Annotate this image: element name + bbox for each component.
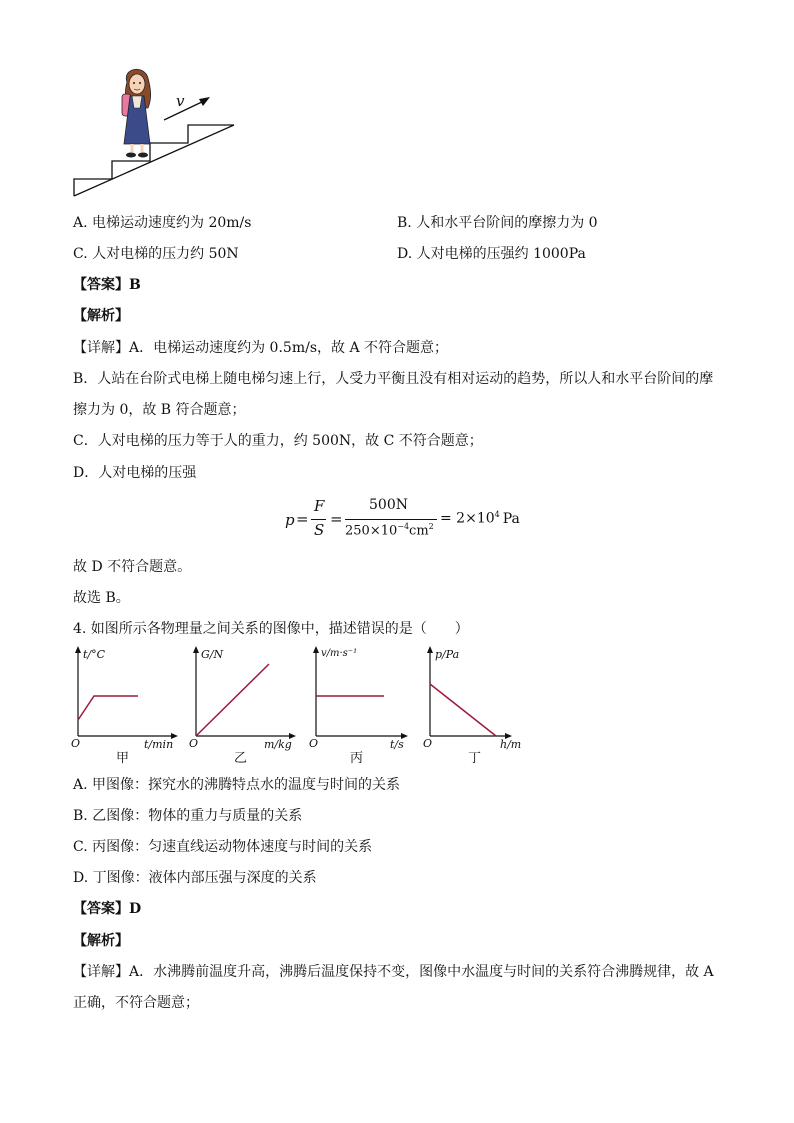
graph-jia bbox=[66, 646, 184, 766]
result-unit: Pa bbox=[502, 510, 520, 527]
q3-detail-b1: B．人站在台阶式电梯上随电梯匀速上行，人受力平衡且没有相对运动的趋势，所以人和水平台阶间的摩 bbox=[73, 371, 714, 387]
q3-option-c: C. 人对电梯的压力约 50N bbox=[73, 246, 239, 262]
fraction-bar-2 bbox=[345, 519, 437, 520]
q4-option-b: B. 乙图像：物体的重力与质量的关系 bbox=[73, 808, 303, 824]
formula-F: F bbox=[314, 497, 325, 515]
graph-yi-xlabel: m/kg bbox=[264, 738, 292, 751]
formula-p: p bbox=[285, 511, 295, 529]
q3-analysis-tag: 【解析】 bbox=[73, 308, 129, 324]
graph-bing-ylabel: v/m·s⁻¹ bbox=[321, 648, 358, 659]
person-illustration bbox=[122, 69, 151, 157]
formula-eq1: = bbox=[296, 510, 309, 528]
pressure-formula bbox=[285, 497, 525, 544]
q3-option-d: D. 人对电梯的压强约 1000Pa bbox=[397, 246, 586, 262]
graph-yi-ylabel: G/N bbox=[201, 648, 224, 661]
q3-detail-c: C．人对电梯的压力等于人的重力，约 500N，故 C 不符合题意； bbox=[73, 433, 483, 449]
q4-option-d: D. 丁图像：液体内部压强与深度的关系 bbox=[73, 870, 317, 886]
graph-ding-caption: 丁 bbox=[468, 751, 482, 766]
graph-ding bbox=[418, 646, 536, 766]
graph-yi bbox=[184, 646, 302, 766]
graph-yi-caption: 乙 bbox=[234, 751, 248, 766]
graph-ding-origin: O bbox=[423, 737, 433, 750]
q3-answer: 【答案】B bbox=[73, 277, 141, 293]
graph-bing bbox=[304, 646, 422, 766]
graph-bing-caption: 丙 bbox=[350, 751, 364, 766]
formula-result bbox=[440, 510, 520, 527]
den-base: 250×10 bbox=[345, 523, 398, 539]
den-square: 2 bbox=[428, 522, 434, 531]
graph-ding-ylabel: p/Pa bbox=[435, 648, 460, 661]
q4-detail-a1: 【详解】A．水沸腾前温度升高，沸腾后温度保持不变，图像中水温度与时间的关系符合沸腾规律，故 A bbox=[73, 964, 714, 980]
graph-jia-origin: O bbox=[71, 737, 81, 750]
result-exponent: 4 bbox=[494, 510, 500, 519]
q4-option-a: A. 甲图像：探究水的沸腾特点水的温度与时间的关系 bbox=[73, 777, 401, 793]
q3-detail-d: D．人对电梯的压强 bbox=[73, 465, 197, 481]
q3-choose: 故选 B。 bbox=[73, 590, 130, 606]
formula-eq2: = bbox=[330, 510, 343, 528]
q3-conclusion: 故 D 不符合题意。 bbox=[73, 559, 192, 575]
formula-S: S bbox=[314, 521, 325, 539]
q3-option-a: A. 电梯运动速度约为 20m/s bbox=[73, 215, 252, 231]
graph-bing-origin: O bbox=[309, 737, 319, 750]
graph-bing-xlabel: t/s bbox=[390, 738, 404, 751]
q3-option-b: B. 人和水平台阶间的摩擦力为 0 bbox=[397, 215, 598, 231]
graph-jia-caption: 甲 bbox=[116, 751, 130, 766]
q4-stem: 4. 如图所示各物理量之间关系的图像中，描述错误的是（ ） bbox=[73, 621, 469, 637]
den-unit: cm bbox=[409, 523, 429, 539]
q4-answer: 【答案】D bbox=[73, 901, 142, 917]
escalator-figure bbox=[72, 64, 242, 200]
graph-jia-ylabel: t/°C bbox=[83, 648, 106, 661]
formula-denominator bbox=[345, 522, 434, 538]
result-base: = 2×10 bbox=[440, 510, 495, 527]
q3-detail-a: 【详解】A．电梯运动速度约为 0.5m/s，故 A 不符合题意； bbox=[73, 340, 449, 356]
den-exponent: −4 bbox=[397, 522, 410, 531]
q4-detail-a2: 正确，不符合题意； bbox=[73, 995, 199, 1011]
q4-option-c: C. 丙图像：匀速直线运动物体速度与时间的关系 bbox=[73, 839, 373, 855]
q4-analysis-tag: 【解析】 bbox=[73, 933, 129, 949]
velocity-label: v bbox=[176, 92, 185, 110]
fraction-bar-1 bbox=[311, 519, 326, 520]
graph-ding-xlabel: h/m bbox=[500, 738, 522, 751]
graph-jia-xlabel: t/min bbox=[144, 738, 174, 751]
formula-numerator: 500N bbox=[369, 497, 408, 513]
graph-yi-origin: O bbox=[189, 737, 199, 750]
q3-detail-b2: 擦力为 0，故 B 符合题意； bbox=[73, 402, 246, 418]
